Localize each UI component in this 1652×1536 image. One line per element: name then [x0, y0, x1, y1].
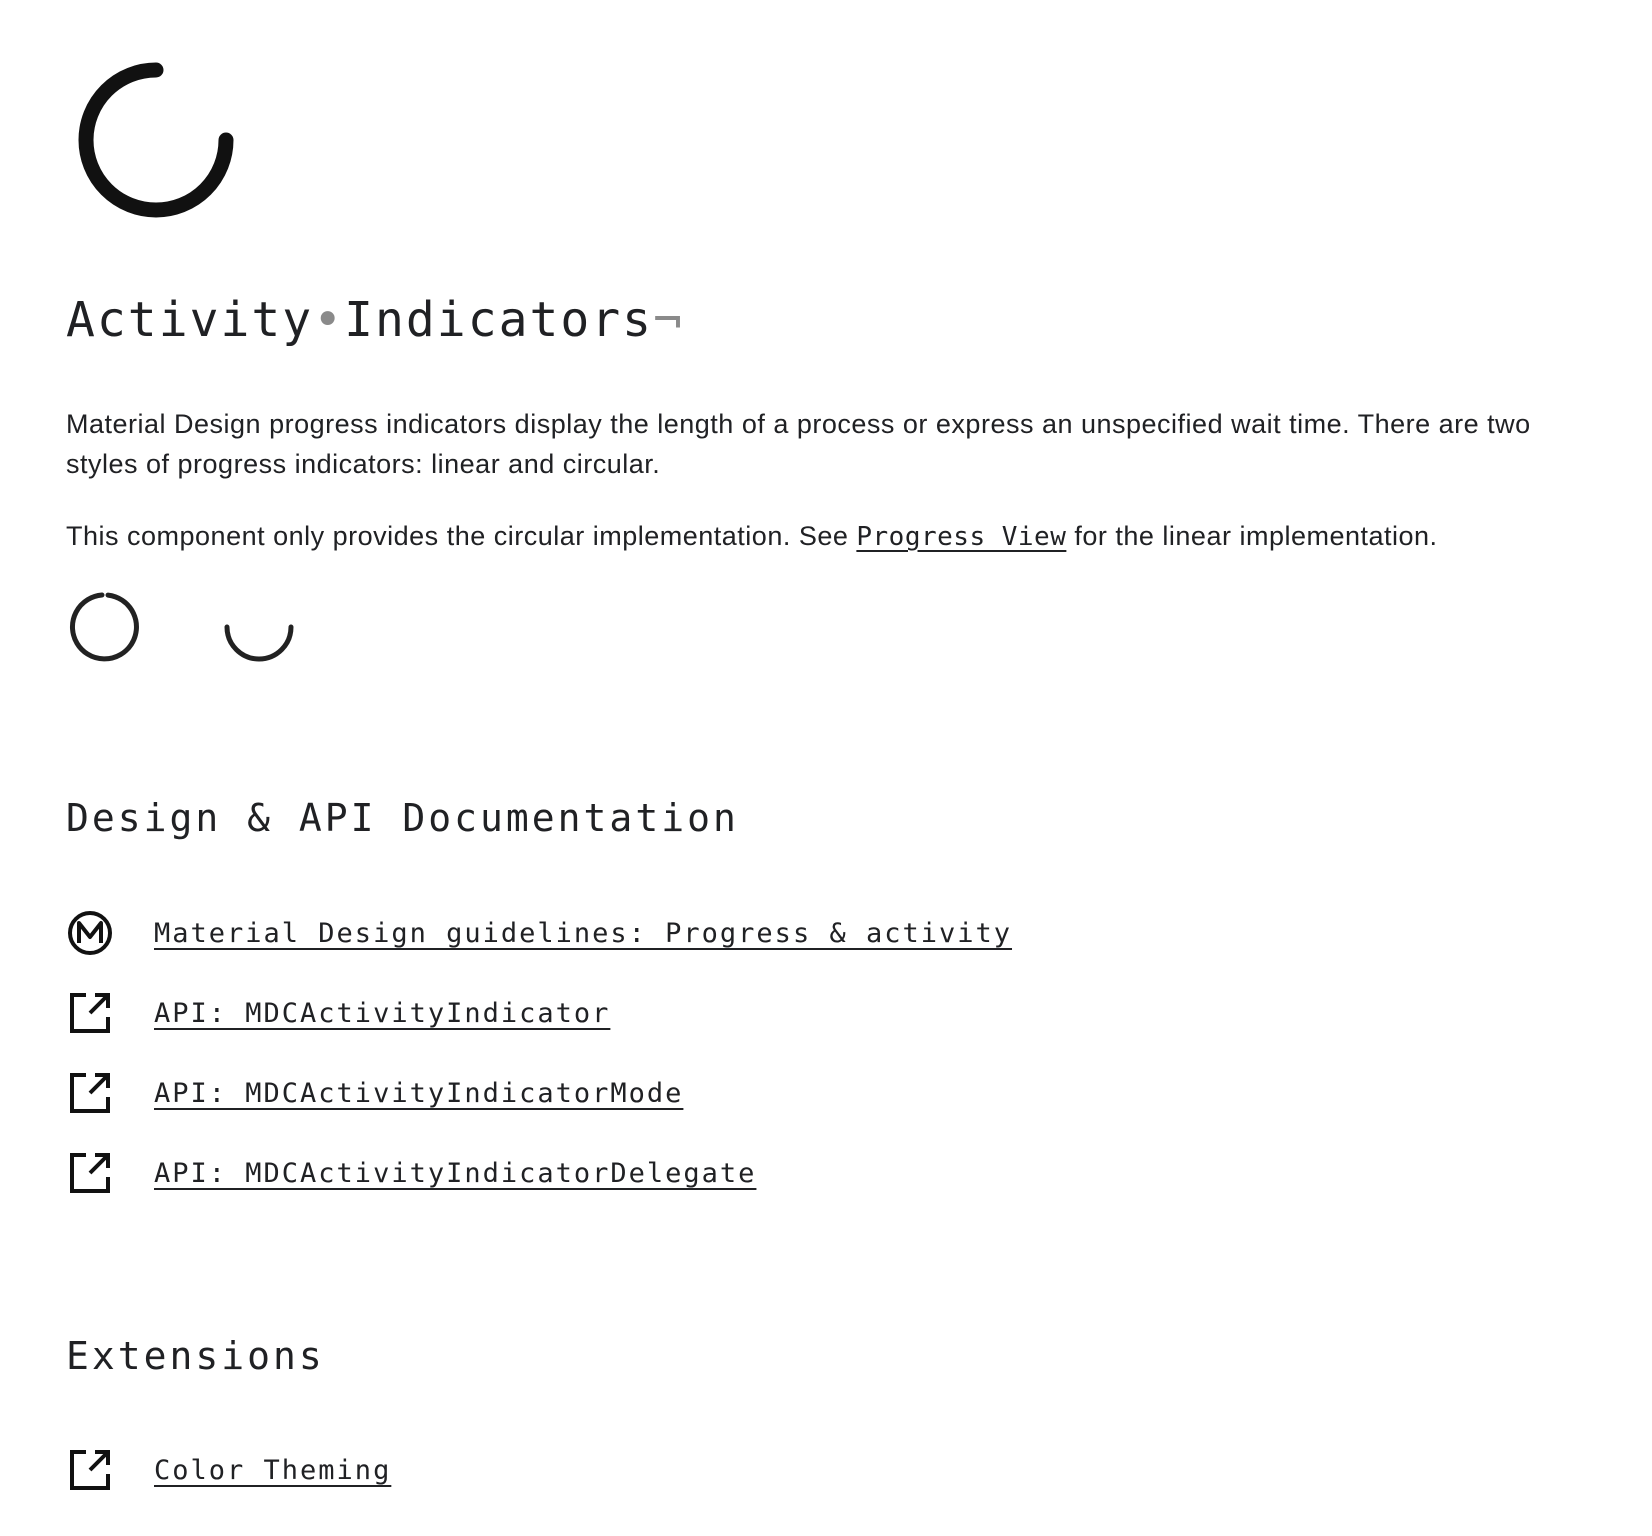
intro-paragraph-2: [66, 516, 1566, 557]
external-link-icon: [66, 1069, 114, 1117]
api-activity-indicator-delegate-link[interactable]: API: MDCActivityIndicatorDelegate: [154, 1157, 757, 1189]
title-trailing-mark: ¬: [653, 292, 684, 348]
external-link-icon: [66, 989, 114, 1037]
material-logo-icon: [66, 909, 114, 957]
title-word-1: Activity: [66, 292, 314, 348]
title-word-2: Indicators: [344, 292, 654, 348]
extensions-section-heading: Extensions: [66, 1334, 325, 1378]
intro-text-before-link: This component only provides the circular implementation. See: [66, 521, 857, 551]
external-link-icon: [66, 1149, 114, 1197]
title-separator: •: [313, 292, 345, 348]
intro-paragraph: Material Design progress indicators display the length of a process or express an unspecified wait time. There are two styles of progress indicators: linear and circular.: [66, 409, 1531, 479]
doc-link-row-api-mode[interactable]: [66, 1069, 683, 1117]
api-activity-indicator-link[interactable]: API: MDCActivityIndicator: [154, 997, 611, 1029]
doc-link-row-api-indicator[interactable]: [66, 989, 610, 1037]
page-title: [66, 292, 684, 348]
doc-link-row-api-delegate[interactable]: [66, 1149, 756, 1197]
extension-link-row-color-theming[interactable]: [66, 1446, 391, 1494]
external-link-icon: [66, 1446, 114, 1494]
docs-section-heading: Design & API Documentation: [66, 796, 739, 840]
doc-link-row-guidelines[interactable]: [66, 909, 1012, 957]
color-theming-link[interactable]: Color Theming: [154, 1454, 392, 1486]
material-guidelines-link[interactable]: Material Design guidelines: Progress & activity: [154, 917, 1013, 949]
determinate-spinner-icon: [68, 590, 142, 664]
intro-text-after-link: for the linear implementation.: [1066, 521, 1438, 551]
api-activity-indicator-mode-link[interactable]: API: MDCActivityIndicatorMode: [154, 1077, 684, 1109]
circular-progress-icon: [76, 60, 236, 228]
indeterminate-spinner-icon: [222, 590, 296, 664]
progress-view-link[interactable]: Progress View: [856, 522, 1067, 552]
